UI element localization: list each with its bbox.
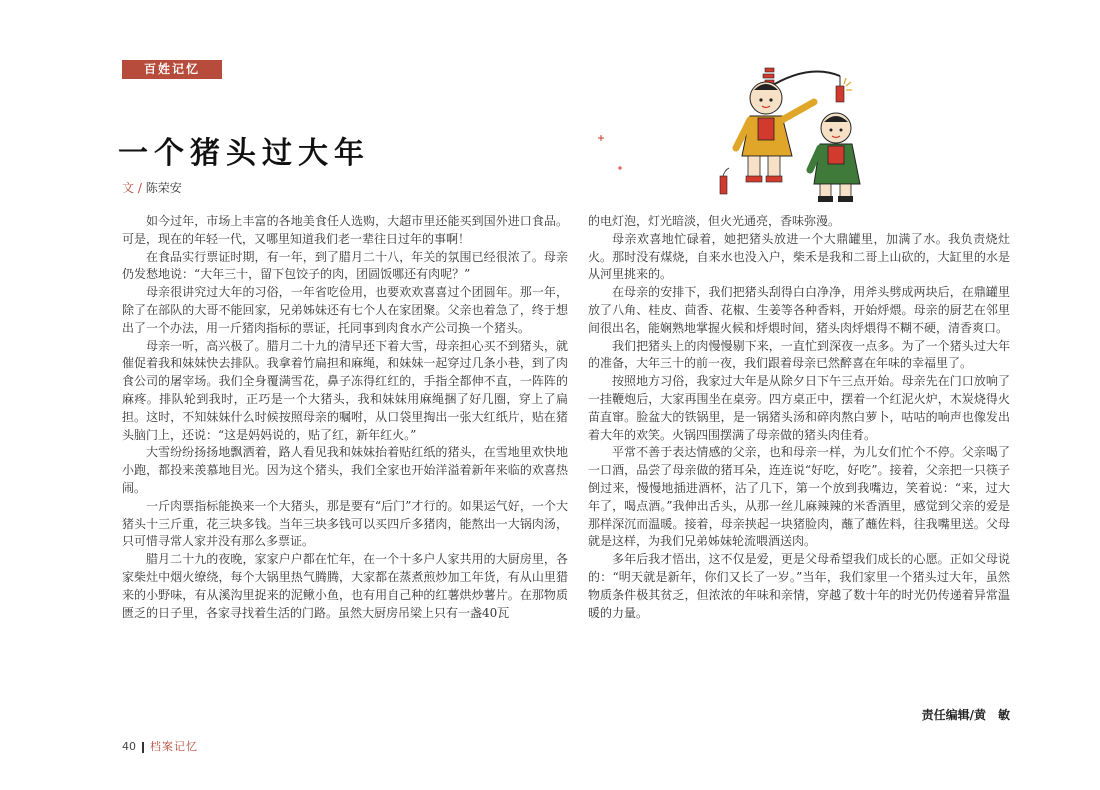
paragraph: 按照地方习俗，我家过大年是从除夕日下午三点开始。母亲先在门口放响了一挂鞭炮后，大家再围坐在桌旁。四方桌正中，摆着一个红泥火炉，木炭烧得火苗直窜。脸盆大的铁锅里，是一锅猪头汤和碎肉熬白萝卜，咕咕的响声也像发出着大年的欢笑。火锅四围摆满了母亲做的猪头肉佳肴。 — [588, 374, 1010, 442]
paragraph: 母亲一听，高兴极了。腊月二十九的清早还下着大雪，母亲担心买不到猪头，就催促着我和妹妹快去排队。我拿着竹扁担和麻绳，和妹妹一起穿过几条小巷，到了肉食公司的屠宰场。我们全身覆满雪花，鼻子冻得红红的，手指全都伸不直，一阵阵的麻疼。排队轮到我时，正巧是一个大猪头，我和妹妹用麻绳捆了好几圈，穿上了扁担。这时，不知妹妹什么时候按照母亲的嘱咐，从口袋里掏出一张大红纸片，贴在猪头脑门上，还说：“这是妈妈说的，贴了红，新年红火。” — [122, 338, 568, 442]
author-prefix: 文 / — [122, 181, 146, 195]
paragraph: 腊月二十九的夜晚，家家户户都在忙年，在一个十多户人家共用的大厨房里，各家柴灶中烟火缭绕，每个大锅里热气腾腾，大家都在蒸煮煎炒加工年货，有从山里猎来的小野味，有从溪沟里捉来的泥鳅小鱼，也有用自己种的红薯烘炒薯片。在那物质匮乏的日子里，各家寻找着生活的门路。虽然大厨房吊梁上只有一盏40瓦 — [122, 552, 568, 620]
paragraph: 多年后我才悟出，这不仅是爱，更是父母希望我们成长的心愿。正如父母说的：“明天就是新年，你们又长了一岁。”当年，我们家里一个猪头过大年，虽然物质条件极其贫乏，但浓浓的年味和亲情，穿越了数十年的时光仍传递着异常温暖的力量。 — [588, 552, 1010, 620]
paragraph: 的电灯泡，灯光暗淡，但火光通亮，香味弥漫。 — [588, 214, 841, 228]
paragraph: 一斤肉票指标能换来一个大猪头，那是要有“后门”才行的。如果运气好，一个大猪头十三斤重，花三块多钱。当年三块多钱可以买四斤多猪肉，能熬出一大锅肉汤，只可惜寻常人家并没有那么多票证。 — [122, 498, 568, 549]
paragraph: 如今过年，市场上丰富的各地美食任人选购，大超市里还能买到国外进口食品。可是，现在的年轻一代，又哪里知道我们老一辈往日过年的事啊！ — [122, 214, 568, 246]
child-icon — [736, 82, 814, 182]
paragraph: 在食品实行票证时期，有一年，到了腊月二十八，年关的氛围已经很浓了。母亲仍发愁地说：“大年三十，留下包饺子的肉，团圆饭哪还有肉呢？” — [122, 249, 568, 282]
paragraph: 母亲很讲究过大年的习俗，一年省吃俭用，也要欢欢喜喜过个团圆年。那一年，除了在部队的大哥不能回家，兄弟姊妹还有七个人在家团聚。父亲也着急了，终于想出了一个办法，用一斤猪肉指标的票证，托同事到肉食水产公司换一个猪头。 — [122, 285, 568, 335]
paragraph: 平常不善于表达情感的父亲，也和母亲一样，为儿女们忙个不停。父亲喝了一口酒，品尝了母亲做的猪耳朵，连连说“好吃，好吃”。接着，父亲把一只筷子倒过来，慢慢地插进酒杯，沾了几下，第一个放到我嘴边，笑着说：“来，过大年了，喝点酒。”我伸出舌头，从那一丝儿麻辣辣的米香酒里，感觉到父亲的爱是那样深沉而温暖。接着，母亲挟起一块猪脸肉，蘸了蘸佐料，往我嘴里送。父母就是这样，为我们兄弟姊妹轮流喂酒送肉。 — [588, 445, 1010, 549]
article-column-left — [122, 213, 568, 622]
paragraph: 大雪纷纷扬扬地飘洒着，路人看见我和妹妹抬着贴红纸的猪头，在雪地里欢快地小跑，都投来羡慕地目光。因为这个猪头，我们全家也开始洋溢着新年来临的欢喜热闹。 — [122, 445, 568, 495]
article-title: 一个猪头过大年 — [118, 136, 370, 171]
footer-divider — [142, 742, 144, 753]
paragraph: 母亲欢喜地忙碌着，她把猪头放进一个大鼎罐里，加满了水。我负责烧灶火。那时没有煤烧，自来水也没入户，柴禾是我和二哥上山砍的，大缸里的水是从河里挑来的。 — [588, 231, 1010, 282]
new-year-children-illustration — [578, 58, 878, 204]
author-line — [122, 179, 182, 196]
paragraph: 在母亲的安排下，我们把猪头刮得白白净净，用斧头劈成两块后，在鼎罐里放了八角、桂皮、茴香、花椒、生姜等各种香料，开始烀煨。母亲的厨艺在邻里间很出名，能娴熟地掌握火候和烀煨时间，猪头肉烀煨得不糊不硬，清香爽口。 — [588, 285, 1010, 335]
firecracker-icon — [720, 168, 729, 194]
child-icon — [810, 113, 860, 202]
section-badge: 百姓记忆 — [122, 60, 222, 79]
page-footer — [122, 738, 198, 754]
author-name: 陈荣安 — [145, 181, 182, 195]
responsible-editor: 责任编辑/黄 敏 — [921, 708, 1010, 722]
magazine-name: 档案记忆 — [150, 740, 198, 753]
article-column-right — [588, 213, 1010, 622]
page-number: 40 — [122, 740, 136, 753]
paragraph: 我们把猪头上的肉慢慢剔下来，一直忙到深夜一点多。为了一个猪头过大年的准备，大年三十的前一夜，我们跟着母亲已然醉喜在年味的幸福里了。 — [588, 338, 1010, 371]
